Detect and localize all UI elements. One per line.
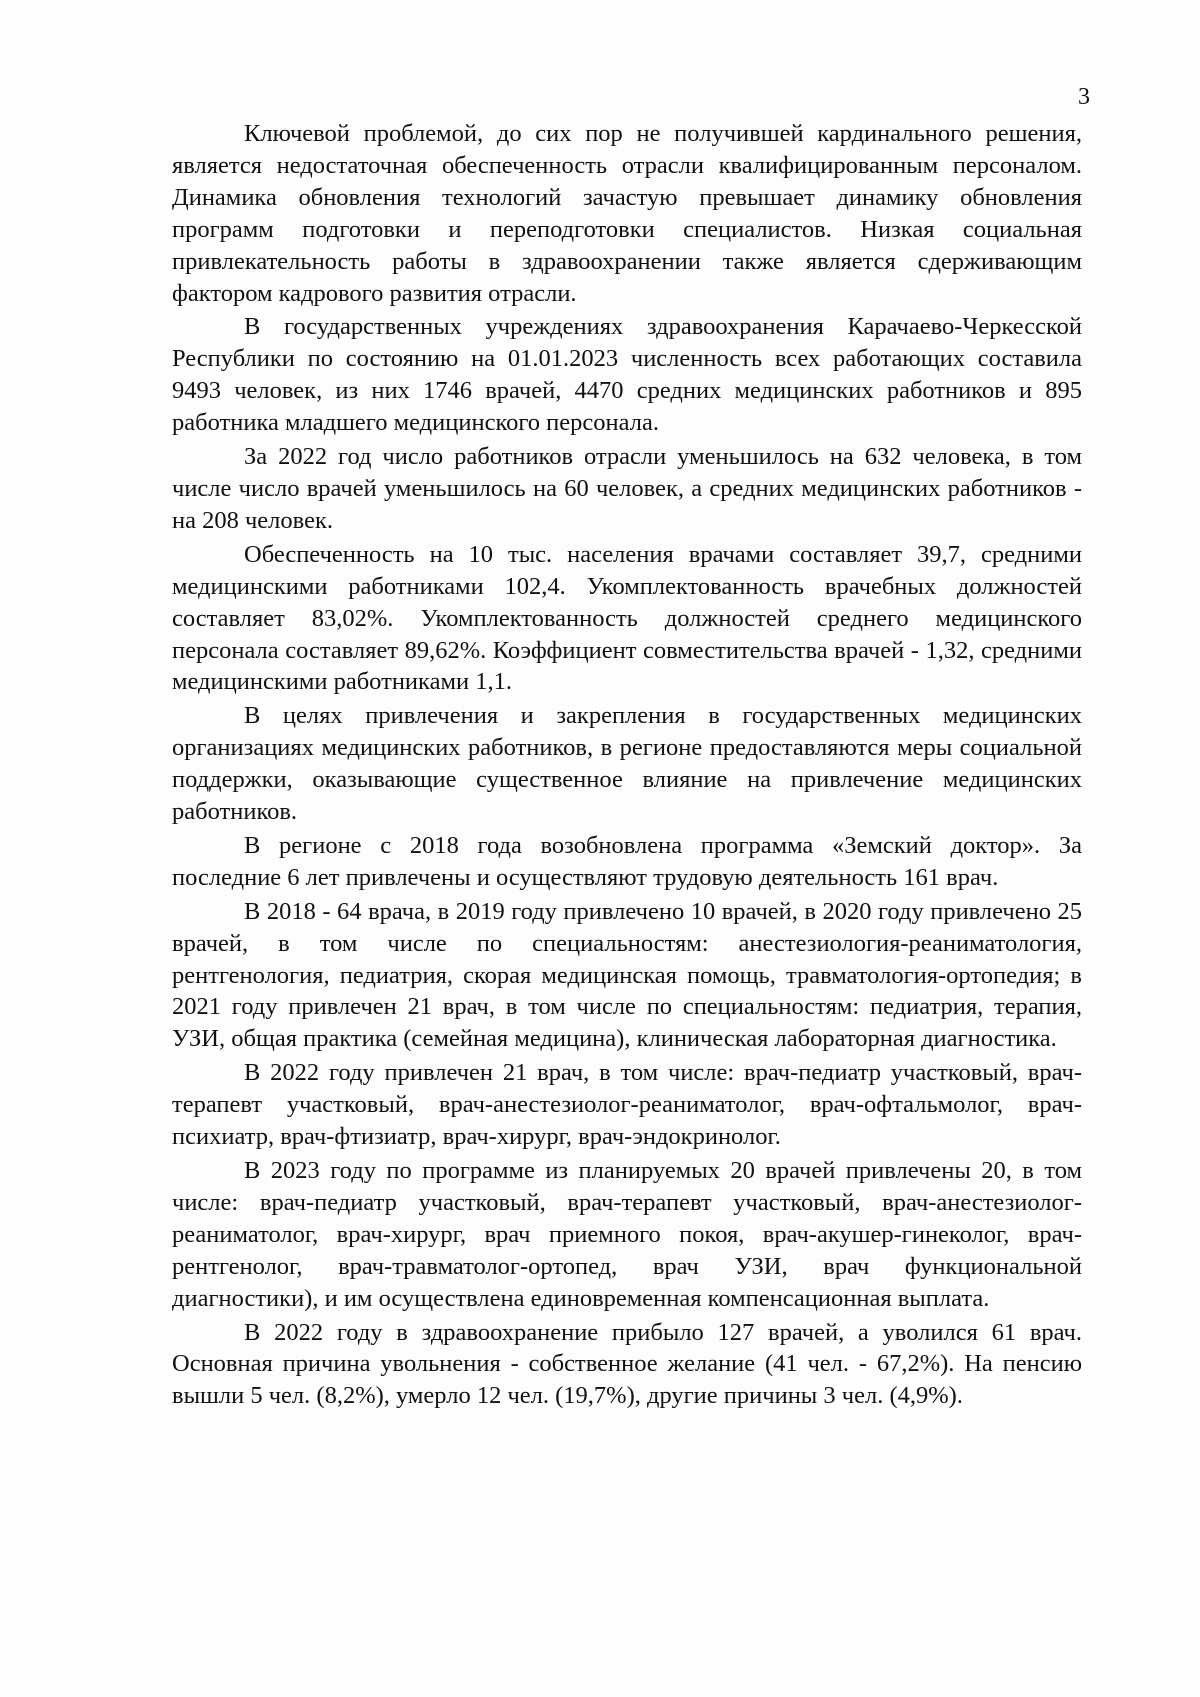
paragraph-2023-recruitment: В 2023 году по программе из планируемых 20 врачей привлечены 20, в том числе: врач-педиатр участковый, врач-терапевт участковый, врач-анестезиолог-реаниматолог, врач-хирург, врач приемного покоя, врач-акушер-гинеколог, врач-рентгенолог, врач-травматолог-ортопед, врач УЗИ, врач функциональной диагностики), и им осуществлена единовременная компенсационная выплата. (172, 1157, 1082, 1312)
paragraph-2022-recruitment: В 2022 году привлечен 21 врач, в том числе: врач-педиатр участковый, врач-терапевт участковый, врач-анестезиолог-реаниматолог, врач-офтальмолог, врач-психиатр, врач-фтизиатр, врач-хирург, врач-эндокринолог. (172, 1059, 1082, 1151)
document-body (172, 118, 1082, 1414)
paragraph-staffing-ratios: Обеспеченность на 10 тыс. населения врачами составляет 39,7, средними медицинскими работниками 102,4. Укомплектованность врачебных должностей составляет 83,02%. Укомплектованность должностей среднего медицинского персонала составляет 89,62%. Коэффициент совместительства врачей - 1,32, средними медицинскими работниками 1,1. (172, 540, 1082, 696)
page-number: 3 (1078, 84, 1090, 110)
paragraph-zemsky-doctor-program: В регионе с 2018 года возобновлена программа «Земский доктор». За последние 6 лет привлечены и осуществляют трудовую деятельность 161 врач. (172, 831, 1082, 891)
paragraph-social-support: В целях привлечения и закрепления в государственных медицинских организациях медицинских работников, в регионе предоставляются меры социальной поддержки, оказывающие существенное влияние на привлечение медицинских работников. (172, 702, 1082, 826)
paragraph-staffing-problem: Ключевой проблемой, до сих пор не получившей кардинального решения, является недостаточная обеспеченность отрасли квалифицированным персоналом. Динамика обновления технологий зачастую превышает динамику обновления программ подготовки и переподготовки специалистов. Низкая социальная привлекательность работы в здравоохранении также является сдерживающим фактором кадрового развития отрасли. (172, 120, 1082, 307)
paragraph-workforce-decrease: За 2022 год число работников отрасли уменьшилось на 632 человека, в том числе число врачей уменьшилось на 60 человек, а средних медицинских работников - на 208 человек. (172, 443, 1082, 534)
paragraph-workforce-count: В государственных учреждениях здравоохранения Карачаево-Черкесской Республики по состоянию на 01.01.2023 численность всех работающих составила 9493 человек, из них 1746 врачей, 4470 средних медицинских работников и 895 работника младшего медицинского персонала. (172, 313, 1082, 437)
paragraph-2022-turnover: В 2022 году в здравоохранение прибыло 127 врачей, а уволился 61 врач. Основная причина увольнения - собственное желание (41 чел. - 67,2%). На пенсию вышли 5 чел. (8,2%), умерло 12 чел. (19,7%), другие причины 3 чел. (4,9%). (172, 1318, 1082, 1410)
paragraph-2018-2021-recruitment: В 2018 - 64 врача, в 2019 году привлечено 10 врачей, в 2020 году привлечено 25 врачей, в том числе по специальностям: анестезиология-реаниматология, рентгенология, педиатрия, скорая медицинская помощь, травматология-ортопедия; в 2021 году привлечен 21 врач, в том числе по специальностям: педиатрия, терапия, УЗИ, общая практика (семейная медицина), клиническая лабораторная диагностика. (172, 897, 1082, 1053)
